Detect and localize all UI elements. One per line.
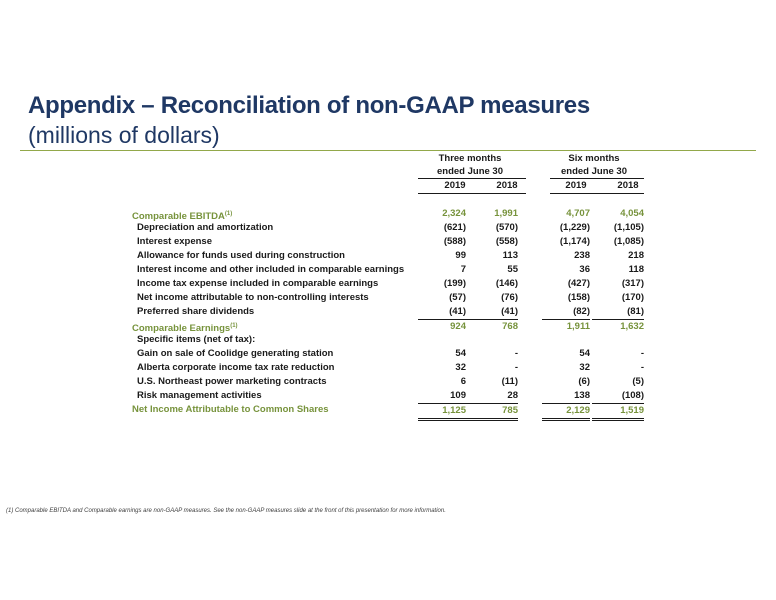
- row-label-text: Net income attributable to non-controlling interests: [137, 292, 369, 303]
- row-label-text: Comparable EBITDA: [132, 211, 225, 222]
- row-value: 109: [450, 390, 466, 401]
- row-value: (1,174): [559, 236, 590, 247]
- table-row: [0, 305, 776, 319]
- row-value: (170): [621, 292, 644, 303]
- row-label-text: Interest income and other included in comparable earnings: [137, 264, 405, 275]
- table-row: [0, 235, 776, 249]
- row-value: (82): [573, 306, 590, 317]
- row-value: -: [640, 362, 644, 373]
- row-label: [137, 263, 404, 277]
- row-value: (588): [443, 236, 466, 247]
- row-label-text: Preferred share dividends: [137, 306, 255, 317]
- row-label-text: Allowance for funds used during construction: [137, 250, 345, 261]
- row-label-text: Depreciation and amortization: [137, 222, 274, 233]
- row-value: 1,519: [592, 403, 644, 421]
- year-header-underline: [418, 193, 526, 194]
- row-value: (146): [495, 278, 518, 289]
- row-label-text: Income tax expense included in comparable earnings: [137, 278, 379, 289]
- row-label-text: Specific items (net of tax):: [137, 334, 256, 345]
- row-value: -: [514, 348, 518, 359]
- row-value: 118: [628, 264, 644, 275]
- table-row: [0, 319, 776, 333]
- row-value: 32: [455, 362, 466, 373]
- col-group-line-1: Six months: [568, 153, 620, 164]
- row-value: (108): [621, 390, 644, 401]
- col-group-underline: [550, 178, 644, 179]
- row-value: (1,085): [613, 236, 644, 247]
- row-value: 7: [460, 264, 466, 275]
- row-value: 32: [579, 362, 590, 373]
- table-row: [0, 361, 776, 375]
- row-value: 2,129: [542, 403, 590, 421]
- row-value: (1,105): [613, 222, 644, 233]
- row-value: (427): [567, 278, 590, 289]
- row-value: (76): [501, 292, 518, 303]
- row-value: (5): [632, 376, 644, 387]
- row-label-text: Net Income Attributable to Common Shares: [132, 404, 329, 415]
- row-value: 99: [455, 250, 466, 261]
- row-label: [137, 235, 212, 249]
- row-value: 1,991: [494, 208, 518, 219]
- row-value: 238: [574, 250, 590, 261]
- row-value: 924: [418, 319, 466, 334]
- row-value: 113: [502, 250, 518, 261]
- row-label: [137, 375, 327, 389]
- col-group-underline: [418, 178, 526, 179]
- row-value: 2,324: [442, 208, 466, 219]
- row-value: (11): [501, 376, 518, 387]
- row-label-text: Comparable Earnings: [132, 323, 231, 334]
- row-label: [137, 361, 334, 375]
- year-header: 2018: [617, 180, 639, 191]
- row-value: (6): [578, 376, 590, 387]
- table-row: [0, 263, 776, 277]
- col-group-six-months: [546, 152, 642, 178]
- row-value: (1,229): [559, 222, 590, 233]
- row-label: [132, 403, 329, 417]
- row-value: (158): [567, 292, 590, 303]
- row-value: (621): [443, 222, 466, 233]
- row-value: 1,911: [542, 319, 590, 334]
- row-label: [137, 305, 254, 319]
- footnote-marker: (1): [224, 211, 233, 217]
- row-value: 55: [507, 264, 518, 275]
- row-label: [137, 277, 378, 291]
- col-group-line-1: Three months: [438, 153, 502, 164]
- row-value: (41): [501, 306, 518, 317]
- table-row: [0, 207, 776, 221]
- row-label: [137, 347, 333, 361]
- table-row: [0, 249, 776, 263]
- row-label: [137, 333, 255, 347]
- page-title: Appendix – Reconciliation of non-GAAP measures: [28, 92, 590, 119]
- row-value: 768: [466, 319, 518, 334]
- row-label-text: U.S. Northeast power marketing contracts: [137, 376, 327, 387]
- row-value: (81): [627, 306, 644, 317]
- year-header: 2018: [496, 180, 518, 191]
- row-value: 1,632: [592, 319, 644, 334]
- footnote-marker: (1): [230, 323, 238, 329]
- row-label: [137, 221, 273, 235]
- row-value: 785: [466, 403, 518, 421]
- year-header-underline: [550, 193, 644, 194]
- col-group-line-2: ended June 30: [437, 166, 503, 177]
- row-value: 4,054: [620, 208, 644, 219]
- table-row: [0, 291, 776, 305]
- table-row: [0, 375, 776, 389]
- table-row: [0, 277, 776, 291]
- page-subtitle: (millions of dollars): [28, 122, 220, 148]
- row-value: 54: [455, 348, 466, 359]
- row-value: 138: [574, 390, 590, 401]
- row-value: 54: [579, 348, 590, 359]
- row-value: (41): [449, 306, 466, 317]
- row-value: 1,125: [418, 403, 466, 421]
- title-divider: [20, 150, 756, 151]
- row-value: 4,707: [566, 208, 590, 219]
- row-label-text: Gain on sale of Coolidge generating station: [137, 348, 334, 359]
- row-value: (57): [449, 292, 466, 303]
- row-value: (570): [495, 222, 518, 233]
- row-value: 218: [628, 250, 644, 261]
- row-value: (317): [621, 278, 644, 289]
- row-label-text: Alberta corporate income tax rate reduction: [137, 362, 335, 373]
- year-header: 2019: [565, 180, 587, 191]
- row-value: -: [514, 362, 518, 373]
- row-value: 28: [507, 390, 518, 401]
- table-row: [0, 403, 776, 417]
- table-row: [0, 347, 776, 361]
- table-row: [0, 389, 776, 403]
- row-label: [137, 249, 345, 263]
- table-row: [0, 333, 776, 347]
- table-row: [0, 221, 776, 235]
- row-value: 36: [579, 264, 590, 275]
- col-group-line-2: ended June 30: [561, 166, 627, 177]
- col-group-three-months: [418, 152, 522, 178]
- row-value: (199): [443, 278, 466, 289]
- row-value: -: [640, 348, 644, 359]
- row-value: (558): [495, 236, 518, 247]
- row-label: [137, 291, 369, 305]
- row-value: 6: [460, 376, 466, 387]
- year-header: 2019: [444, 180, 466, 191]
- row-label-text: Risk management activities: [137, 390, 262, 401]
- footnote: (1) Comparable EBITDA and Comparable earnings are non-GAAP measures. See the non-GAAP measures slide at the front of this presentation for more information.: [6, 508, 446, 514]
- row-label: [137, 389, 262, 403]
- row-label-text: Interest expense: [137, 236, 212, 247]
